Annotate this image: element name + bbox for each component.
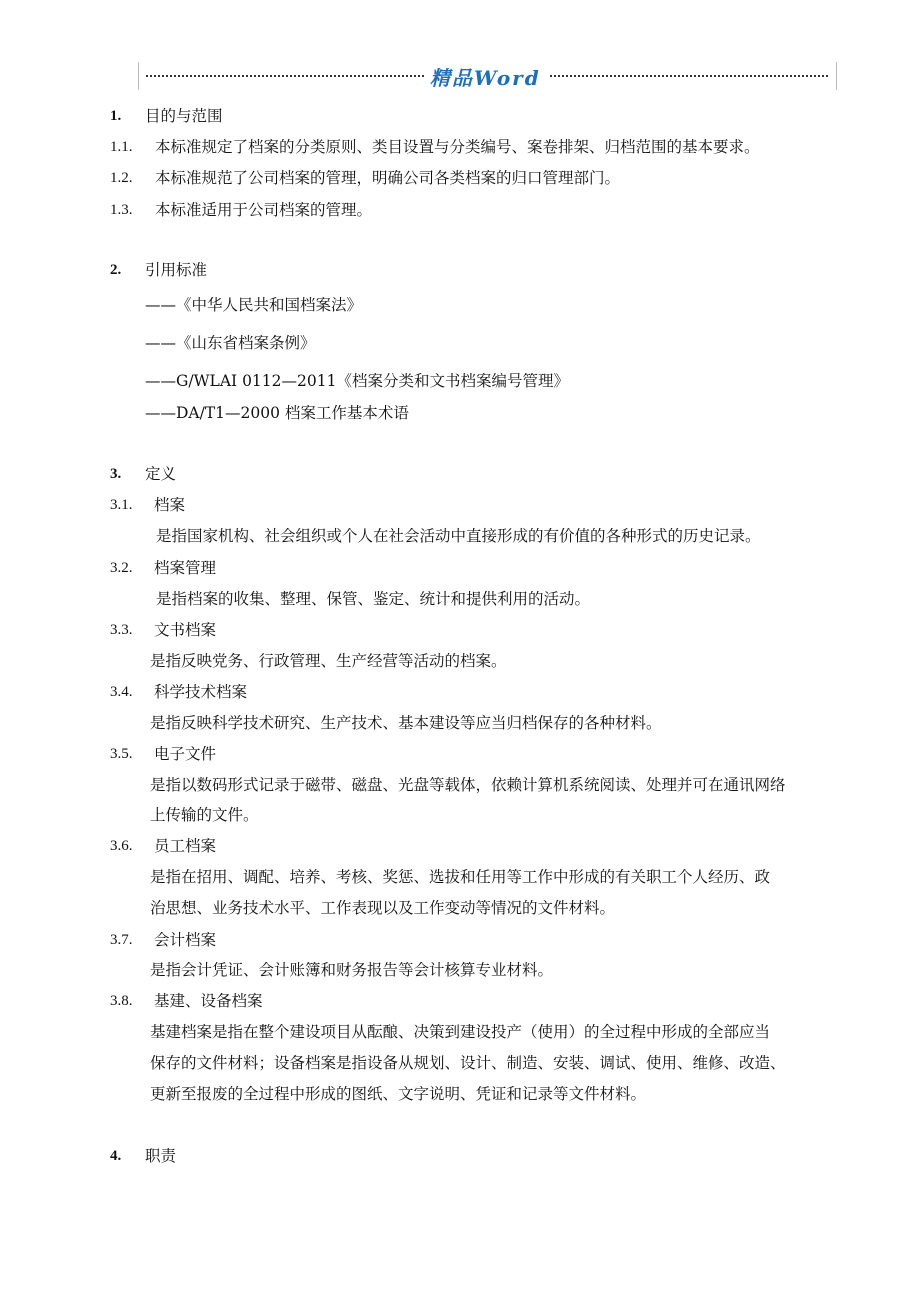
clause-text: 本标准适用于公司档案的管理。: [155, 201, 373, 219]
clause-number: 1.1.: [110, 139, 133, 155]
definition-number: 3.3.: [110, 622, 133, 638]
section-heading: 职责: [145, 1147, 177, 1165]
definition-term: 文书档案: [154, 621, 217, 639]
definition-text: 是指会计凭证、会计账簿和财务报告等会计核算专业材料。: [150, 961, 554, 979]
reference-item: ——《山东省档案条例》: [145, 334, 316, 352]
clause-text: 本标准规定了档案的分类原则、类目设置与分类编号、案卷排架、归档范围的基本要求。: [155, 138, 760, 156]
header-right-rule: [836, 62, 837, 90]
header-dotted-line-right: [550, 75, 828, 77]
header-dotted-line-left: [146, 75, 424, 77]
section-heading: 目的与范围: [145, 107, 223, 125]
definition-text: 是指反映科学技术研究、生产技术、基本建设等应当归档保存的各种材料。: [150, 714, 662, 732]
definition-number: 3.4.: [110, 684, 133, 700]
section-heading: 引用标准: [145, 261, 208, 279]
definition-term: 基建、设备档案: [154, 992, 263, 1010]
definition-number: 3.1.: [110, 497, 133, 513]
section-number: 1.: [110, 108, 122, 124]
header-left-rule: [138, 62, 139, 90]
definition-text: 治思想、业务技术水平、工作表现以及工作变动等情况的文件材料。: [150, 899, 616, 917]
definition-text: 是指国家机构、社会组织或个人在社会活动中直接形成的有价值的各种形式的历史记录。: [156, 527, 761, 545]
definition-term: 档案管理: [154, 559, 217, 577]
section-number: 2.: [110, 262, 122, 278]
header-brand-logo: 精品Word: [430, 66, 541, 90]
definition-term: 会计档案: [154, 931, 217, 949]
definition-term: 档案: [154, 496, 186, 514]
definition-term: 员工档案: [154, 837, 217, 855]
definition-text: 基建档案是指在整个建设项目从酝酿、决策到建设投产（使用）的全过程中形成的全部应当: [150, 1023, 771, 1041]
definition-text: 是指以数码形式记录于磁带、磁盘、光盘等载体，依赖计算机系统阅读、处理并可在通讯网络: [150, 776, 786, 794]
clause-text: 本标准规范了公司档案的管理，明确公司各类档案的归口管理部门。: [155, 169, 621, 187]
clause-number: 1.2.: [110, 170, 133, 186]
section-number: 3.: [110, 466, 122, 482]
definition-term: 电子文件: [154, 745, 217, 763]
definition-number: 3.7.: [110, 932, 133, 948]
reference-item: ——G/WLAI 0112—2011《档案分类和文书档案编号管理》: [145, 372, 569, 390]
section-number: 4.: [110, 1148, 122, 1164]
definition-text: 是指档案的收集、整理、保管、鉴定、统计和提供利用的活动。: [156, 590, 591, 608]
definition-number: 3.5.: [110, 746, 133, 762]
reference-item: ——DA/T1—2000 档案工作基本术语: [145, 404, 409, 422]
definition-text: 是指在招用、调配、培养、考核、奖惩、选拔和任用等工作中形成的有关职工个人经历、政: [150, 868, 771, 886]
clause-number: 1.3.: [110, 202, 133, 218]
definition-text: 更新至报废的全过程中形成的图纸、文字说明、凭证和记录等文件材料。: [150, 1085, 647, 1103]
page-header: [138, 62, 838, 90]
definition-text: 保存的文件材料；设备档案是指设备从规划、设计、制造、安装、调试、使用、维修、改造、: [150, 1054, 786, 1072]
reference-item: ——《中华人民共和国档案法》: [145, 296, 363, 314]
definition-text: 是指反映党务、行政管理、生产经营等活动的档案。: [150, 652, 507, 670]
section-heading: 定义: [145, 465, 177, 483]
definition-text: 上传输的文件。: [150, 806, 259, 824]
definition-number: 3.8.: [110, 993, 133, 1009]
definition-number: 3.6.: [110, 838, 133, 854]
definition-number: 3.2.: [110, 560, 133, 576]
definition-term: 科学技术档案: [154, 683, 248, 701]
